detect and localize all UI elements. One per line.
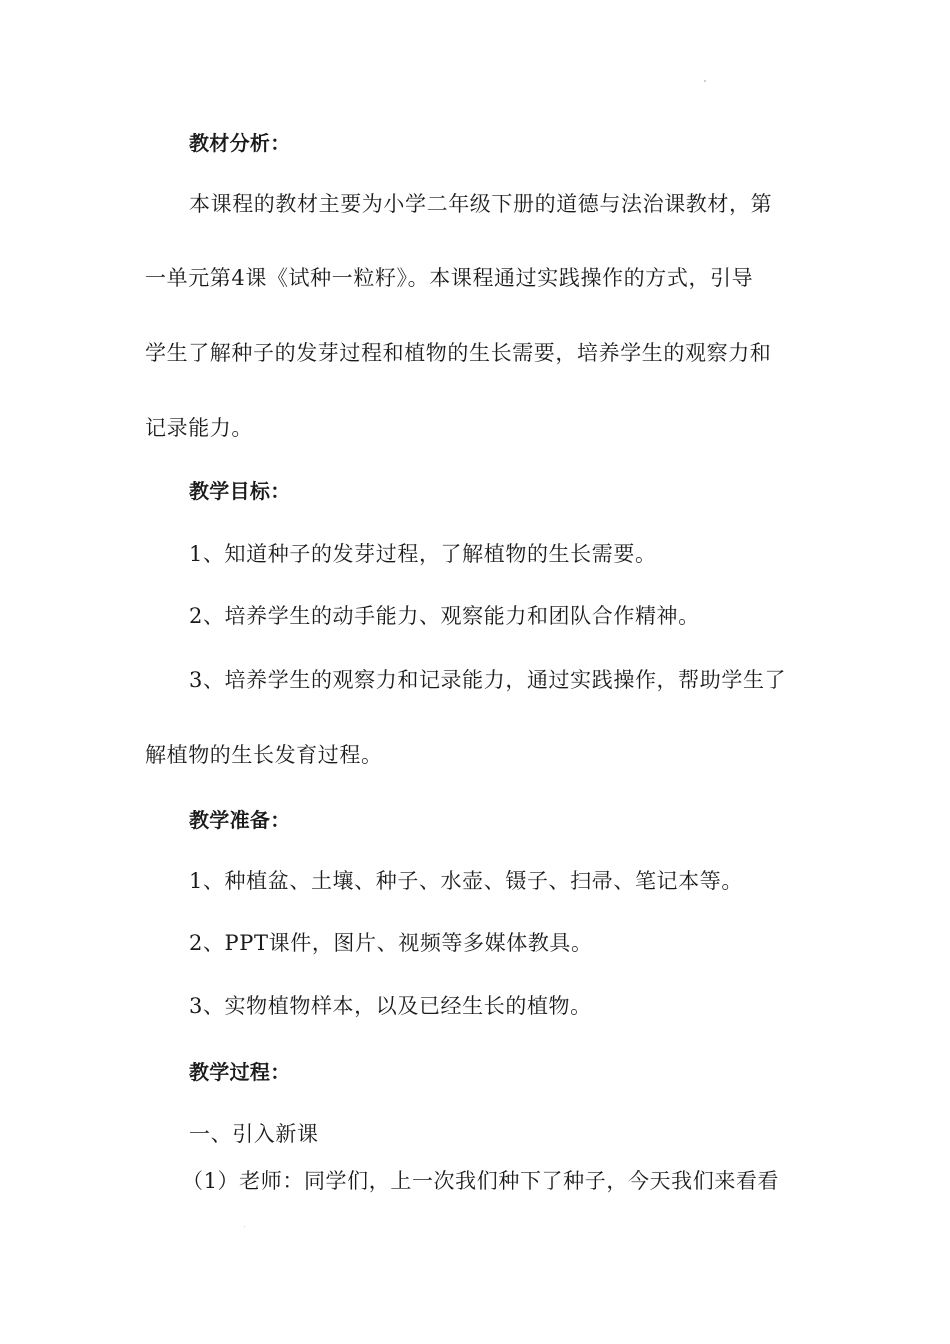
goal-item-2: 2、培养学生的动手能力、观察能力和团队合作精神。 — [189, 604, 700, 628]
paragraph-line: 一单元第4课《试种一粒籽》。本课程通过实践操作的方式，引导 — [145, 266, 754, 290]
process-step-1: （1）老师：同学们，上一次我们种下了种子，今天我们来看看 — [182, 1169, 780, 1193]
scan-speck — [704, 80, 706, 82]
scan-speck — [244, 1226, 245, 1227]
goal-item-1: 1、知道种子的发芽过程，了解植物的生长需要。 — [189, 542, 657, 566]
prep-item-3: 3、实物植物样本，以及已经生长的植物。 — [189, 994, 592, 1018]
paragraph-line: 本课程的教材主要为小学二年级下册的道德与法治课教材，第 — [189, 192, 773, 216]
section-heading-teaching-preparation: 教学准备： — [189, 808, 291, 832]
goal-item-3: 3、培养学生的观察力和记录能力，通过实践操作，帮助学生了 — [189, 668, 787, 692]
paragraph-line: 记录能力。 — [145, 416, 253, 440]
section-heading-teaching-process: 教学过程： — [189, 1060, 291, 1084]
prep-item-1: 1、种植盆、土壤、种子、水壶、镊子、扫帚、笔记本等。 — [189, 869, 743, 893]
section-heading-material-analysis: 教材分析： — [189, 131, 291, 155]
prep-item-2: 2、PPT课件，图片、视频等多媒体教具。 — [189, 931, 593, 955]
paragraph-line: 学生了解种子的发芽过程和植物的生长需要，培养学生的观察力和 — [145, 341, 772, 365]
subsection-title-introduction: 一、引入新课 — [189, 1122, 319, 1146]
goal-item-3-continued: 解植物的生长发育过程。 — [145, 743, 383, 767]
section-heading-teaching-goals: 教学目标： — [189, 479, 291, 503]
